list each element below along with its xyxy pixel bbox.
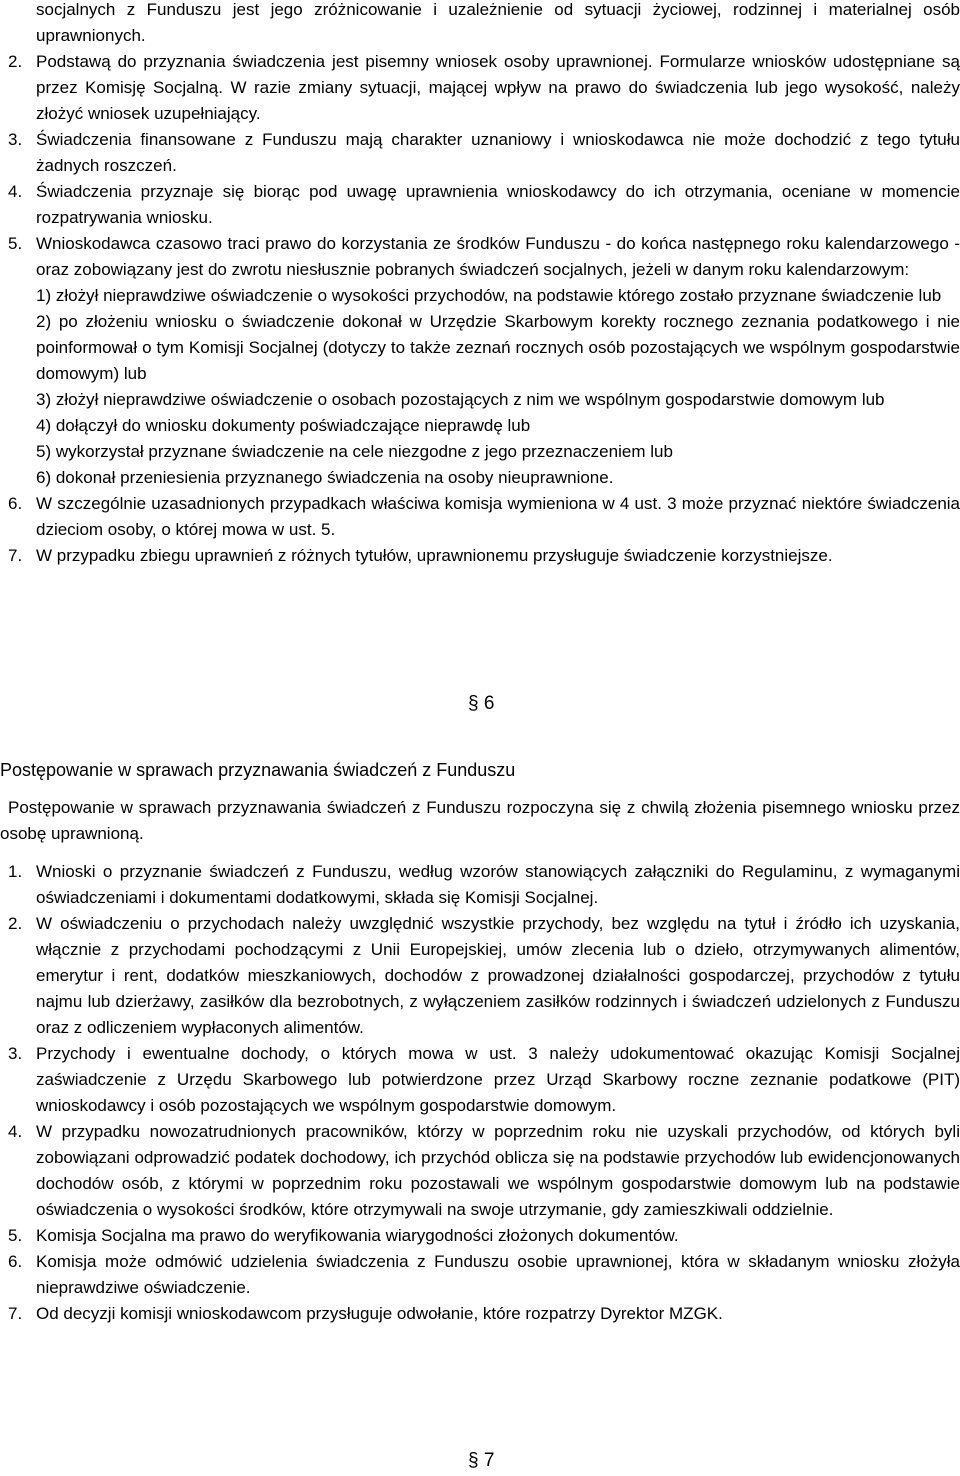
item-number: 5. [8, 1226, 23, 1245]
list-item [0, 1249, 960, 1301]
section6-list [0, 859, 960, 1327]
item-text: Świadczenia przyznaje się biorąc pod uwagę uprawnienia wnioskodawcy do ich otrzymania, oceniane w momencie rozpatrywania wniosku. [36, 182, 960, 227]
item-number: 4. [8, 182, 23, 201]
list-item [0, 491, 960, 543]
section5-continuation [0, 0, 960, 49]
list-item [0, 543, 960, 569]
list-item [0, 1223, 960, 1249]
section-heading: Postępowanie w sprawach przyznawania świadczeń z Funduszu [0, 760, 516, 780]
sub-item: 1) złożył nieprawdziwe oświadczenie o wysokości przychodów, na podstawie którego zostało przyznane świadczenie lub [36, 286, 942, 305]
sub-item: 3) złożył nieprawdziwe oświadczenie o osobach pozostających z nim we wspólnym gospodarstwie domowym lub [36, 390, 885, 409]
item-number: 7. [8, 546, 23, 565]
item-text: Świadczenia finansowane z Funduszu mają charakter uznaniowy i wnioskodawca nie może dochodzić z tego tytułu żadnych roszczeń. [36, 130, 960, 175]
list-item [0, 49, 960, 127]
section-intro [0, 795, 960, 847]
list-item [0, 859, 960, 911]
item-text: Podstawą do przyznania świadczenia jest pisemny wniosek osoby uprawnionej. Formularze wniosków udostępniane są przez Komisję Socjalną. W razie zmiany sytuacji, mającej wpływ na prawo do świadczenia lub jego wysokość, należy złożyć wniosek uzupełniający. [36, 52, 960, 123]
sub-item: 2) po złożeniu wniosku o świadczenie dokonał w Urzędzie Skarbowym korekty rocznego zeznania podatkowego i nie poinformował o tym Komisji Socjalnej (dotyczy to także zeznań rocznych osób pozostających we wspólnym gospodarstwie domowym) lub [36, 312, 960, 383]
list-item [0, 1119, 960, 1223]
item-text: Wnioski o przyznanie świadczeń z Funduszu, według wzorów stanowiących załączniki do Regulaminu, z wymaganymi oświadczeniami i dokumentami dodatkowymi, składa się Komisji Socjalnej. [36, 862, 960, 907]
item-number: 3. [8, 1044, 23, 1063]
sub-item: 6) dokonał przeniesienia przyznanego świadczenia na osoby nieuprawnione. [36, 468, 614, 487]
sub-item: 4) dołączył do wniosku dokumenty poświadczające nieprawdę lub [36, 416, 531, 435]
list-item [0, 127, 960, 179]
item-number: 2. [8, 52, 23, 71]
item-text: Od decyzji komisji wnioskodawcom przysługuje odwołanie, które rozpatrzy Dyrektor MZGK. [36, 1304, 723, 1323]
item-text: Wnioskodawca czasowo traci prawo do korzystania ze środków Funduszu - do końca następnego roku kalendarzowego - oraz zobowiązany jest do zwrotu niesłusznie pobranych świadczeń socjalnych, jeżeli w danym roku kalendarzowym: [36, 234, 960, 279]
item-text: W przypadku zbiegu uprawnień z różnych tytułów, uprawnionemu przysługuje świadczenie korzystniejsze. [36, 546, 833, 565]
sub-item: 5) wykorzystał przyznane świadczenie na cele niezgodne z jego przeznaczeniem lub [36, 442, 673, 461]
item-number: 6. [8, 1252, 23, 1271]
intro-text: Postępowanie w sprawach przyznawania świadczeń z Funduszu rozpoczyna się z chwilą złożenia pisemnego wniosku przez osobę uprawnioną. [0, 798, 960, 843]
item-text: W przypadku nowozatrudnionych pracowników, którzy w poprzednim roku nie uzyskali przychodów, od których byli zobowiązani odprowadzić podatek dochodowy, ich przychód oblicza się na podstawie przychodów lub ewidencjonowanych dochodów osób, z którymi w poprzednim roku pozostawali we wspólnym gospodarstwie domowym lub na podstawie oświadczenia o wysokości środków, które otrzymywali na swoje utrzymanie, gdy zamieszkiwali oddzielnie. [36, 1122, 960, 1219]
list-item [0, 1301, 960, 1327]
item-text: Przychody i ewentualne dochody, o których mowa w ust. 3 należy udokumentować okazując Komisji Socjalnej zaświadczenie z Urzędu Skarbowego lub potwierdzone przez Urząd Skarbowy roczne zeznanie podatkowe (PIT) wnioskodawcy i osób pozostających we wspólnym gospodarstwie domowym. [36, 1044, 960, 1115]
item-text: W oświadczeniu o przychodach należy uwzględnić wszystkie przychody, bez względu na tytuł i źródło ich uzyskania, włącznie z przychodami pochodzącymi z Unii Europejskiej, umów zlecenia lub o dzieło, otrzymywanych alimentów, emerytur i rent, dodatków mieszkaniowych, dochodów z prowadzonej działalności gospodarczej, przychodów z tytułu najmu lub dzierżawy, zasiłków dla bezrobotnych, z wyłączeniem zasiłków rodzinnych i świadczeń udzielonych z Funduszu oraz z odliczeniem wypłaconych alimentów. [36, 914, 960, 1037]
list-item [0, 0, 960, 49]
item-number: 1. [8, 862, 23, 881]
item-text: W szczególnie uzasadnionych przypadkach właściwa komisja wymieniona w 4 ust. 3 może przyznać niektóre świadczenia dzieciom osoby, o której mowa w ust. 5. [36, 494, 960, 539]
section-sign-6: § 6 [468, 693, 495, 714]
list-item [0, 179, 960, 231]
item-number: 7. [8, 1304, 23, 1323]
item-text: socjalnych z Funduszu jest jego zróżnicowanie i uzależnienie od sytuacji życiowej, rodzinnej i materialnej osób uprawnionych. [36, 0, 960, 45]
item-number: 4. [8, 1122, 23, 1141]
list-item [0, 911, 960, 1041]
item-number: 5. [8, 234, 23, 253]
item-text: Komisja może odmówić udzielenia świadczenia z Funduszu osobie uprawnionej, która w składanym wniosku złożyła nieprawdziwe oświadczenie. [36, 1252, 960, 1297]
list-item [0, 231, 960, 491]
section-sign-7: § 7 [468, 1450, 495, 1471]
section5-list [0, 49, 960, 569]
item-number: 6. [8, 494, 23, 513]
list-item [0, 1041, 960, 1119]
item-number: 3. [8, 130, 23, 149]
item-number: 2. [8, 914, 23, 933]
item-text: Komisja Socjalna ma prawo do weryfikowania wiarygodności złożonych dokumentów. [36, 1226, 679, 1245]
